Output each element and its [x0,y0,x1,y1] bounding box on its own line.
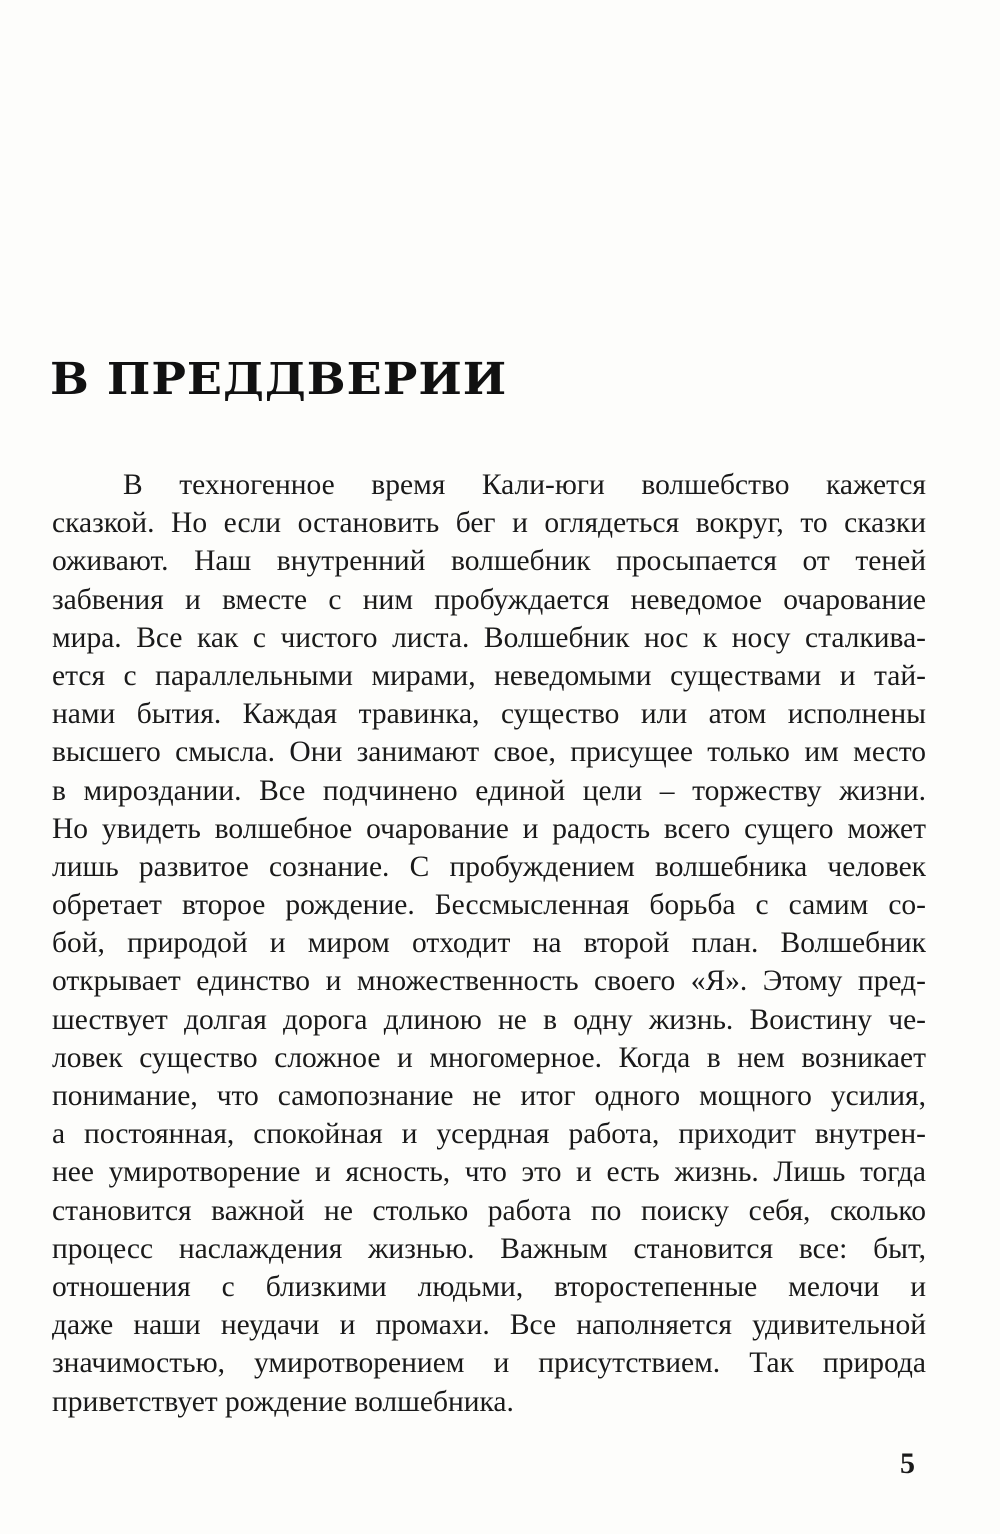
text-line: обретает второе рождение. Бессмысленная борьба с самим со- [52,889,926,922]
text-line: даже наши неудачи и промахи. Все наполняется удивительной [52,1309,926,1342]
text-line: приветствует рождение волшебника. [52,1385,514,1418]
text-line: бой, природой и миром отходит на второй план. Волшебник [52,927,926,960]
text-line: лишь развитое сознание. С пробуждением волшебника человек [52,850,926,883]
text-line: В техногенное время Кали-юги волшебство кажется [123,469,926,501]
text-line: понимание, что самопознание не итог одного мощного усилия, [52,1080,926,1112]
text-line: значимостью, умиротворением и присутствием. Так природа [52,1347,926,1380]
text-line: шествует долгая дорога длиною не в одну жизнь. Воистину че- [52,1003,926,1036]
text-line: нами бытия. Каждая травинка, существо или атом исполнены [52,698,926,731]
text-line: становится важной не столько работа по поиску себя, сколько [52,1194,926,1227]
chapter-heading: В ПРЕДДВЕРИИ [50,353,508,405]
text-line: отношения с близкими людьми, второстепенные мелочи и [52,1270,926,1303]
text-line: сказкой. Но если остановить бег и оглядеться вокруг, то сказки [52,507,926,540]
chapter-body [52,466,926,1421]
text-line: забвения и вместе с ним пробуждается неведомое очарование [52,583,926,616]
text-line: Но увидеть волшебное очарование и радость всего сущего может [52,812,926,845]
text-line: ется с параллельными мирами, неведомыми существами и тай- [52,659,926,692]
text-line: высшего смысла. Они занимают свое, присущее только им место [52,736,926,769]
page-number: 5 [900,1447,915,1480]
text-line: оживают. Наш внутренний волшебник просыпается от теней [52,545,926,578]
text-line: процесс наслаждения жизнью. Важным становится все: быт, [52,1232,926,1265]
text-line: а постоянная, спокойная и усердная работа, приходит внутрен- [52,1118,926,1151]
text-line: открывает единство и множественность своего «Я». Этому пред- [52,965,926,998]
text-line: мира. Все как с чистого листа. Волшебник нос к носу сталкива- [52,621,926,654]
text-line: в мироздании. Все подчинено единой цели – торжеству жизни. [52,774,926,807]
text-line: нее умиротворение и ясность, что это и есть жизнь. Лишь тогда [52,1156,926,1189]
text-line: ловек существо сложное и многомерное. Когда в нем возникает [52,1041,926,1074]
